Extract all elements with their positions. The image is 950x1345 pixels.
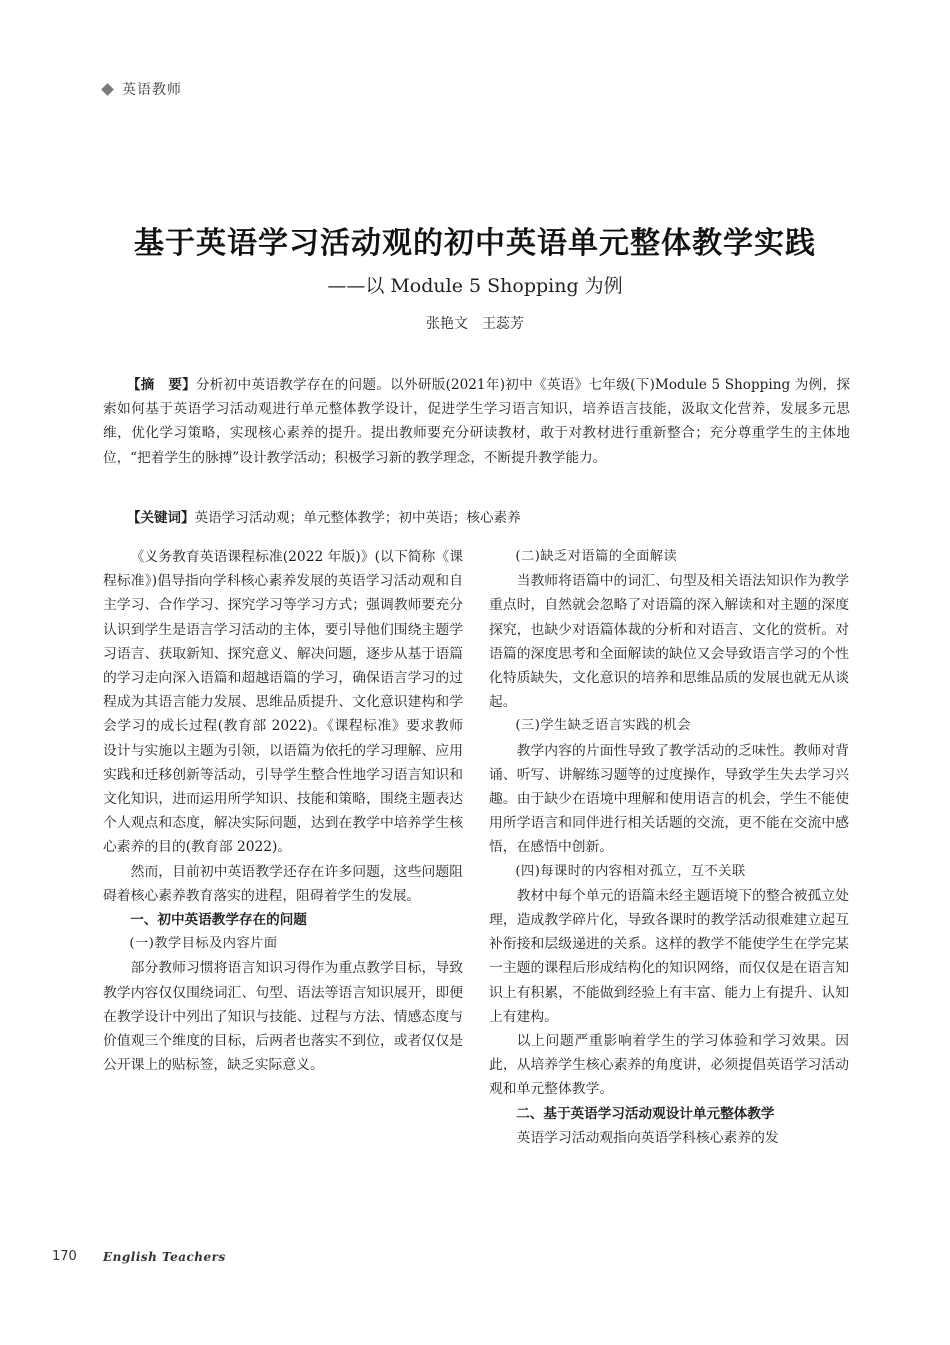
keywords-label: 【关键词】 [127, 510, 195, 526]
diamond-icon [101, 83, 114, 96]
paragraph: 以上问题严重影响着学生的学习体验和学习效果。因此，从培养学生核心素养的角度讲，必须提倡英语学习活动观和单元整体教学。 [489, 1033, 849, 1098]
section-heading: 二、基于英语学习活动观设计单元整体教学 [516, 1105, 775, 1122]
running-header [103, 79, 182, 99]
section-heading: 一、初中英语教学存在的问题 [130, 912, 307, 929]
subsection-heading: (四)每课时的内容相对孤立，互不关联 [515, 863, 746, 879]
right-column [489, 545, 849, 1150]
left-column [103, 545, 463, 1077]
paragraph: 《义务教育英语课程标准(2022 年版)》(以下简称《课程标准》)倡导指向学科核心素养发展的英语学习活动观和自主学习、合作学习、探究学习等学习方式；强调教师要充分认识到学生是语言学习活动的主体，要引导他们围绕主题学习语言、获取新知、探究意义、解决问题，逐步从基于语篇的学习走向深入语篇和超越语篇的学习，确保语言学习的过程成为其语言能力发展、思维品质提升、文化意识建构和学会学习的成长过程(教育部 2022)。《课程标准》要求教师设计与实施以主题为引领，以语篇为依托的学习理解、应用实践和迁移创新等活动，引导学生整合性地学习语言知识和文化知识，进而运用所学知识、技能和策略，围绕主题表达个人观点和态度，解决实际问题，达到在教学中培养学生核心素养的目的(教育部 2022)。 [103, 549, 463, 856]
subsection-heading: (一)教学目标及内容片面 [129, 936, 278, 952]
abstract-text: 分析初中英语教学存在的问题。以外研版(2021年)初中《英语》七年级(下)Module 5 Shopping 为例，探索如何基于英语学习活动观进行单元整体教学设计，促进学生学习语言知识，培养语言技能，汲取文化营养，发展多元思维，优化学习策略，实现核心素养的提升。提出教师要充分研读教材，敢于对教材进行重新整合；充分尊重学生的主体地位，“把着学生的脉搏”设计教学活动；积极学习新的教学理念，不断提升教学能力。 [103, 377, 850, 466]
section-label: 英语教师 [122, 82, 182, 98]
authors: 张艳文 王蕊芳 [426, 316, 524, 332]
paragraph: 教材中每个单元的语篇未经主题语境下的整合被孤立处理，造成教学碎片化，导致各课时的教学活动很难建立起互补衔接和层级递进的关系。这样的教学不能使学生在学完某一主题的课程后形成结构化的知识网络，而仅仅是在语言知识上有积累，不能做到经验上有丰富、能力上有提升、认知上有建构。 [489, 887, 849, 1025]
article-subtitle: ——以 Module 5 Shopping 为例 [327, 275, 623, 297]
paragraph: 教学内容的片面性导致了教学活动的乏味性。教师对背诵、听写、讲解练习题等的过度操作，导致学生失去学习兴趣。由于缺少在语境中理解和使用语言的机会，学生不能使用所学语言和同伴进行相关话题的交流，更不能在交流中感悟，在感悟中创新。 [489, 742, 849, 856]
paragraph: 然而，目前初中英语教学还存在许多问题，这些问题阻碍着核心素养教育落实的进程，阻碍着学生的发展。 [103, 863, 463, 904]
article-title: 基于英语学习活动观的初中英语单元整体教学实践 [134, 226, 816, 261]
abstract-label: 【摘 要】 [127, 377, 196, 393]
paragraph: 英语学习活动观指向英语学科核心素养的发 [516, 1129, 779, 1146]
abstract [103, 373, 850, 470]
keywords [103, 506, 850, 530]
keywords-text: 英语学习活动观；单元整体教学；初中英语；核心素养 [194, 510, 521, 526]
subsection-heading: (三)学生缺乏语言实践的机会 [515, 718, 691, 734]
paragraph: 当教师将语篇中的词汇、句型及相关语法知识作为教学重点时，自然就会忽略了对语篇的深入解读和对主题的深度探究，也缺少对语篇体裁的分析和对语言、文化的赏析。对语篇的深度思考和全面解读的缺位又会导致语言学习的个性化特质缺失，文化意识的培养和思维品质的发展也就无从谈起。 [489, 573, 849, 711]
journal-name: English Teachers [103, 1250, 226, 1264]
paragraph: 部分教师习惯将语言知识习得作为重点教学目标，导致教学内容仅仅围绕词汇、句型、语法等语言知识展开，即便在教学设计中列出了知识与技能、过程与方法、情感态度与价值观三个维度的目标，后两者也落实不到位，或者仅仅是公开课上的贴标签，缺乏实际意义。 [103, 960, 463, 1074]
page-number: 170 [52, 1249, 77, 1264]
subsection-heading: (二)缺乏对语篇的全面解读 [515, 549, 678, 564]
